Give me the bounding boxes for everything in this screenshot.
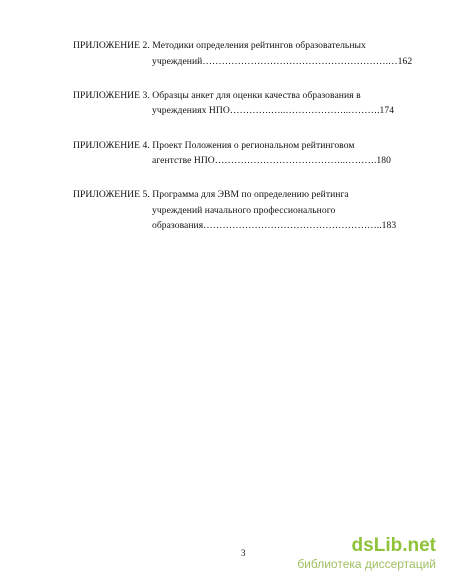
toc-entry-appendix-4-page-line: агентстве НПО…………………………………..……….180 bbox=[152, 155, 391, 166]
watermark-logo: dsLib.net bbox=[351, 535, 436, 556]
toc-entry-appendix-2-title: ПРИЛОЖЕНИЕ 2. Методики определения рейтингов образовательных bbox=[73, 40, 366, 51]
watermark bbox=[297, 536, 436, 571]
toc-entry-appendix-5-title: ПРИЛОЖЕНИЕ 5. Программа для ЭВМ по определению рейтинга bbox=[73, 189, 349, 200]
toc-entry-appendix-3-title: ПРИЛОЖЕНИЕ 3. Образцы анкет для оценки качества образования в bbox=[73, 90, 361, 101]
toc-entry-appendix-5-page-line: образования………………………………………………..183 bbox=[152, 220, 397, 231]
toc-entry-appendix-3-page-line: учреждениях НПО………….…..………………..……….174 bbox=[152, 105, 395, 116]
toc-entry-appendix-5-continuation: учреждений начального профессионального bbox=[152, 205, 336, 216]
toc-entry-appendix-4-title: ПРИЛОЖЕНИЕ 4. Проект Положения о региональном рейтинговом bbox=[73, 140, 355, 151]
page-number: 3 bbox=[241, 548, 246, 558]
toc-entry-appendix-2-page-line: учреждений………………………………………………….…162 bbox=[152, 56, 413, 67]
watermark-subtitle: библиотека диссертаций bbox=[297, 557, 436, 571]
